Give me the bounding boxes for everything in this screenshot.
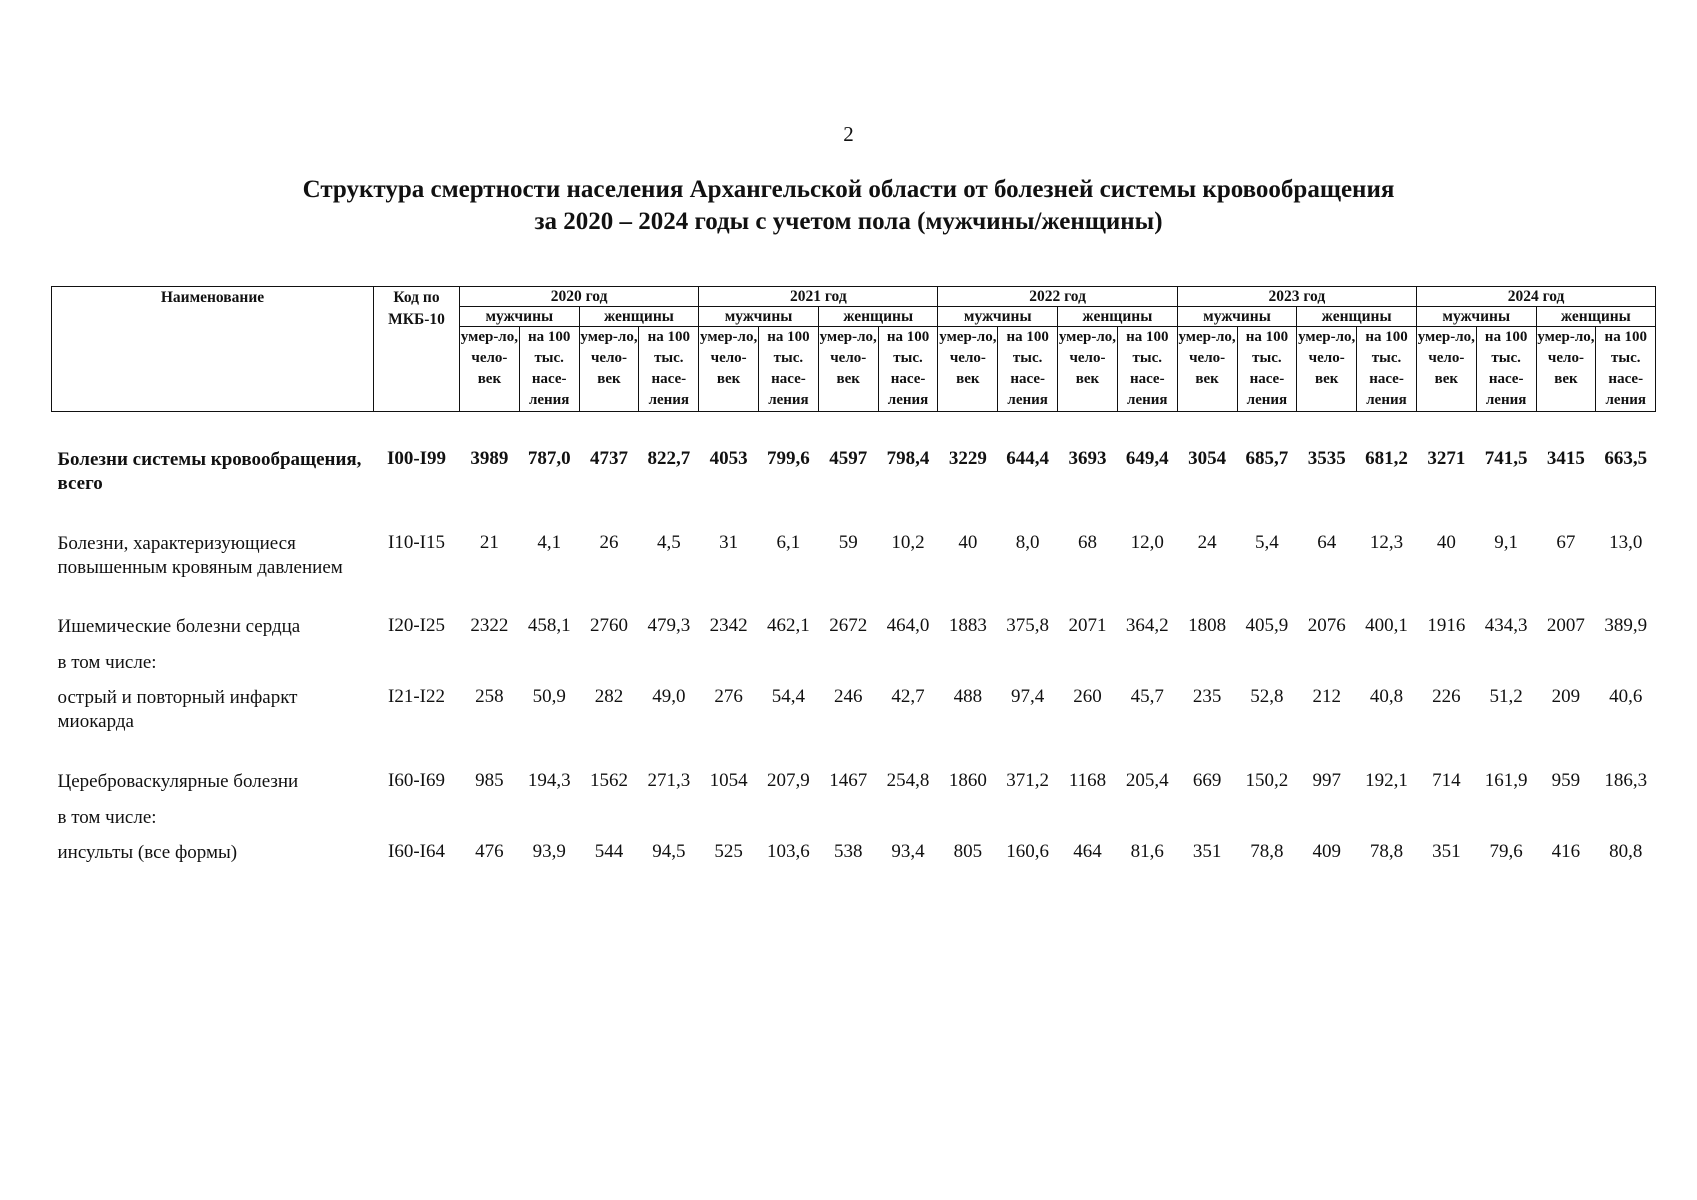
row-value: 351 <box>1432 841 1461 862</box>
header-year: 2022 год <box>938 287 1177 307</box>
row-value: 40,6 <box>1609 686 1643 707</box>
row-value <box>1536 651 1596 686</box>
row-value <box>699 806 759 841</box>
row-value: 681,2 <box>1365 448 1408 469</box>
row-value <box>639 651 699 686</box>
header-died: умер-ло, чело-век <box>579 327 639 412</box>
table-row <box>52 651 1656 686</box>
document-title <box>0 174 1697 238</box>
header-per-100k: на 100 тыс. насе-ления <box>1596 327 1656 412</box>
table-row <box>52 841 1656 881</box>
row-value <box>1596 651 1656 686</box>
table-header <box>52 287 1656 412</box>
header-year: 2023 год <box>1177 287 1416 307</box>
row-value <box>1476 651 1536 686</box>
row-code <box>374 806 460 841</box>
row-value <box>1476 806 1536 841</box>
header-per-100k: на 100 тыс. насе-ления <box>759 327 819 412</box>
mortality-table <box>51 286 1656 881</box>
row-value: 45,7 <box>1130 686 1164 707</box>
row-value: 207,9 <box>767 770 810 791</box>
row-value: 186,3 <box>1604 770 1648 791</box>
row-value: 78,8 <box>1250 841 1284 862</box>
row-value: 52,8 <box>1250 686 1284 707</box>
row-value <box>1536 806 1596 841</box>
row-name: Ишемические болезни сердца <box>57 616 301 637</box>
row-value: 276 <box>714 686 743 707</box>
row-value: 3229 <box>948 448 987 469</box>
row-value: 822,7 <box>647 448 691 469</box>
row-value: 160,6 <box>1006 841 1050 862</box>
row-value <box>460 806 520 841</box>
header-died: умер-ло, чело-век <box>460 327 520 412</box>
row-code: I00-I99 <box>386 448 447 469</box>
row-value: 40 <box>1436 532 1456 553</box>
row-name: Болезни системы кровообращения, всего <box>57 449 362 494</box>
row-value <box>1416 806 1476 841</box>
row-value: 271,3 <box>647 770 691 791</box>
row-value: 805 <box>953 841 983 862</box>
row-value: 12,0 <box>1130 532 1164 553</box>
row-value: 351 <box>1192 841 1222 862</box>
row-value: 479,3 <box>647 615 691 636</box>
header-women: женщины <box>579 307 699 327</box>
header-per-100k: на 100 тыс. насе-ления <box>1237 327 1297 412</box>
row-value: 400,1 <box>1365 615 1408 636</box>
row-value: 525 <box>714 841 743 862</box>
header-men: мужчины <box>1177 307 1297 327</box>
row-value <box>1058 806 1118 841</box>
row-value <box>639 806 699 841</box>
row-name: инсульты (все формы) <box>57 842 238 863</box>
table-row <box>52 532 1656 615</box>
row-value: 93,4 <box>891 841 925 862</box>
row-value: 68 <box>1077 532 1097 553</box>
row-value <box>1297 806 1357 841</box>
row-value <box>519 651 579 686</box>
row-value: 1916 <box>1427 615 1466 636</box>
row-value: 21 <box>479 532 499 553</box>
row-value: 258 <box>475 686 504 707</box>
row-value: 51,2 <box>1489 686 1523 707</box>
header-year: 2024 год <box>1416 287 1655 307</box>
row-value: 1860 <box>948 770 987 791</box>
row-value: 26 <box>599 532 619 553</box>
row-value: 416 <box>1551 841 1581 862</box>
row-value: 78,8 <box>1369 841 1404 862</box>
row-value: 254,8 <box>886 770 930 791</box>
row-value: 2342 <box>709 615 748 636</box>
row-value: 3415 <box>1546 448 1585 469</box>
row-value <box>460 651 520 686</box>
row-value: 663,5 <box>1604 448 1648 469</box>
header-died: умер-ло, чело-век <box>1177 327 1237 412</box>
row-value: 2760 <box>589 615 628 636</box>
row-value <box>1058 651 1118 686</box>
header-died: умер-ло, чело-век <box>1297 327 1357 412</box>
table-row <box>52 806 1656 841</box>
row-value: 544 <box>594 841 624 862</box>
header-died: умер-ло, чело-век <box>938 327 998 412</box>
row-value: 371,2 <box>1006 770 1050 791</box>
row-value: 1467 <box>829 770 868 791</box>
row-value: 161,9 <box>1484 770 1528 791</box>
row-value: 9,1 <box>1494 532 1518 553</box>
row-name: Цереброваскулярные болезни <box>57 771 299 792</box>
row-value: 741,5 <box>1484 448 1528 469</box>
row-value: 1808 <box>1188 615 1227 636</box>
header-name: Наименование <box>52 287 374 412</box>
row-value: 50,9 <box>532 686 566 707</box>
row-value: 13,0 <box>1609 532 1643 553</box>
table-body <box>52 412 1656 882</box>
row-value: 669 <box>1192 770 1222 791</box>
row-value: 209 <box>1551 686 1581 707</box>
row-value: 799,6 <box>767 448 810 469</box>
row-value: 464 <box>1073 841 1102 862</box>
row-value: 2076 <box>1307 615 1346 636</box>
row-name: в том числе: <box>57 807 157 828</box>
header-women: женщины <box>1297 307 1417 327</box>
row-value: 10,2 <box>891 532 925 553</box>
row-value: 24 <box>1197 532 1217 553</box>
row-value: 5,4 <box>1255 532 1279 553</box>
row-value: 81,6 <box>1130 841 1164 862</box>
row-value: 375,8 <box>1006 615 1050 636</box>
row-value: 31 <box>719 532 739 553</box>
row-value: 42,7 <box>891 686 925 707</box>
row-value: 6,1 <box>776 532 801 553</box>
header-died: умер-ло, чело-век <box>1416 327 1476 412</box>
row-value: 49,0 <box>652 686 686 707</box>
row-value: 389,9 <box>1604 615 1648 636</box>
row-value: 194,3 <box>527 770 571 791</box>
row-value: 3054 <box>1188 448 1227 469</box>
row-value: 1168 <box>1068 770 1107 791</box>
row-value: 80,8 <box>1609 841 1643 862</box>
row-value <box>878 651 938 686</box>
row-code: I10-I15 <box>388 532 445 553</box>
row-value: 3271 <box>1427 448 1466 469</box>
header-men: мужчины <box>699 307 819 327</box>
header-died: умер-ло, чело-век <box>699 327 759 412</box>
row-value: 4597 <box>829 448 868 469</box>
row-value: 409 <box>1312 841 1341 862</box>
row-value <box>1416 651 1476 686</box>
row-value: 434,3 <box>1484 615 1528 636</box>
row-value: 462,1 <box>767 615 810 636</box>
table-row <box>52 686 1656 770</box>
row-value: 4,5 <box>656 532 681 553</box>
row-value <box>1237 651 1297 686</box>
row-value <box>1117 806 1177 841</box>
row-value: 94,5 <box>652 841 686 862</box>
row-code: I20-I25 <box>388 615 445 636</box>
row-value <box>1177 651 1237 686</box>
header-per-100k: на 100 тыс. насе-ления <box>998 327 1058 412</box>
header-men: мужчины <box>460 307 580 327</box>
row-value: 54,4 <box>771 686 806 707</box>
header-per-100k: на 100 тыс. насе-ления <box>1117 327 1177 412</box>
row-value: 959 <box>1551 770 1581 791</box>
header-per-100k: на 100 тыс. насе-ления <box>1476 327 1536 412</box>
row-value: 4737 <box>589 448 628 469</box>
row-value: 12,3 <box>1369 532 1404 553</box>
row-value: 458,1 <box>527 615 571 636</box>
row-code <box>374 651 460 686</box>
header-per-100k: на 100 тыс. насе-ления <box>1357 327 1417 412</box>
header-women: женщины <box>1058 307 1178 327</box>
row-value <box>579 651 639 686</box>
row-value <box>1357 806 1417 841</box>
row-value: 4053 <box>709 448 748 469</box>
table-row <box>52 615 1656 651</box>
row-value: 405,9 <box>1245 615 1289 636</box>
row-value: 64 <box>1317 532 1337 553</box>
row-value: 798,4 <box>886 448 930 469</box>
header-died: умер-ло, чело-век <box>818 327 878 412</box>
row-value: 685,7 <box>1245 448 1289 469</box>
row-value: 59 <box>838 532 858 553</box>
row-value <box>818 806 878 841</box>
row-value <box>1237 806 1297 841</box>
row-value <box>818 651 878 686</box>
header-women: женщины <box>818 307 938 327</box>
row-value <box>878 806 938 841</box>
row-value <box>759 651 819 686</box>
title-line-2: за 2020 – 2024 годы с учетом пола (мужчины/женщины) <box>534 208 1163 235</box>
row-value: 67 <box>1556 532 1576 553</box>
row-value <box>1177 806 1237 841</box>
page-number: 2 <box>843 122 854 146</box>
row-value: 235 <box>1192 686 1222 707</box>
row-value <box>998 651 1058 686</box>
row-value: 3693 <box>1068 448 1107 469</box>
row-value: 3989 <box>470 448 509 469</box>
row-value: 476 <box>475 841 504 862</box>
row-value: 212 <box>1312 686 1341 707</box>
row-value: 246 <box>833 686 863 707</box>
row-value: 205,4 <box>1125 770 1169 791</box>
row-value: 150,2 <box>1245 770 1289 791</box>
row-value: 2672 <box>829 615 868 636</box>
header-year: 2020 год <box>460 287 699 307</box>
row-value: 538 <box>833 841 863 862</box>
row-value: 787,0 <box>527 448 571 469</box>
row-value: 464,0 <box>886 615 930 636</box>
header-code: Код по МКБ-10 <box>374 287 460 412</box>
row-value <box>1596 806 1656 841</box>
row-name: острый и повторный инфаркт миокарда <box>57 687 298 732</box>
row-code: I60-I69 <box>388 770 445 791</box>
row-value: 2007 <box>1546 615 1585 636</box>
header-died: умер-ло, чело-век <box>1058 327 1118 412</box>
row-value <box>1117 651 1177 686</box>
row-value: 714 <box>1432 770 1461 791</box>
header-per-100k: на 100 тыс. насе-ления <box>878 327 938 412</box>
row-value: 103,6 <box>767 841 810 862</box>
row-value: 1562 <box>589 770 628 791</box>
row-value: 97,4 <box>1011 686 1045 707</box>
row-value <box>759 806 819 841</box>
row-value: 1054 <box>709 770 748 791</box>
row-value: 226 <box>1432 686 1461 707</box>
title-line-1: Структура смертности населения Архангельской области от болезней системы кровообращения <box>302 176 1395 203</box>
header-women: женщины <box>1536 307 1656 327</box>
row-value: 1883 <box>948 615 987 636</box>
header-per-100k: на 100 тыс. насе-ления <box>519 327 579 412</box>
row-value: 282 <box>594 686 624 707</box>
header-year: 2021 год <box>699 287 938 307</box>
row-value <box>1357 651 1417 686</box>
row-value <box>1297 651 1357 686</box>
header-died: умер-ло, чело-век <box>1536 327 1596 412</box>
row-value <box>938 806 998 841</box>
row-value <box>998 806 1058 841</box>
row-value <box>938 651 998 686</box>
row-value: 260 <box>1073 686 1102 707</box>
row-name: в том числе: <box>57 652 157 673</box>
row-value: 93,9 <box>532 841 566 862</box>
row-value: 40 <box>958 532 978 553</box>
row-code: I60-I64 <box>388 841 445 862</box>
row-value: 79,6 <box>1489 841 1523 862</box>
row-value: 2071 <box>1068 615 1107 636</box>
row-value: 644,4 <box>1006 448 1050 469</box>
row-value: 40,8 <box>1369 686 1404 707</box>
table-row <box>52 770 1656 806</box>
row-value <box>699 651 759 686</box>
row-value: 4,1 <box>537 532 562 553</box>
header-men: мужчины <box>1416 307 1536 327</box>
row-value <box>579 806 639 841</box>
row-value: 649,4 <box>1125 448 1169 469</box>
row-value: 985 <box>475 770 504 791</box>
row-value: 997 <box>1312 770 1341 791</box>
row-value: 364,2 <box>1125 615 1169 636</box>
row-name: Болезни, характеризующиеся повышенным кровяным давлением <box>57 533 343 578</box>
row-value: 488 <box>953 686 983 707</box>
header-per-100k: на 100 тыс. насе-ления <box>639 327 699 412</box>
row-value: 8,0 <box>1015 532 1040 553</box>
row-value: 3535 <box>1307 448 1346 469</box>
row-value: 192,1 <box>1365 770 1408 791</box>
row-code: I21-I22 <box>388 686 445 707</box>
table-row <box>52 448 1656 532</box>
row-value: 2322 <box>470 615 509 636</box>
row-value <box>519 806 579 841</box>
header-men: мужчины <box>938 307 1058 327</box>
